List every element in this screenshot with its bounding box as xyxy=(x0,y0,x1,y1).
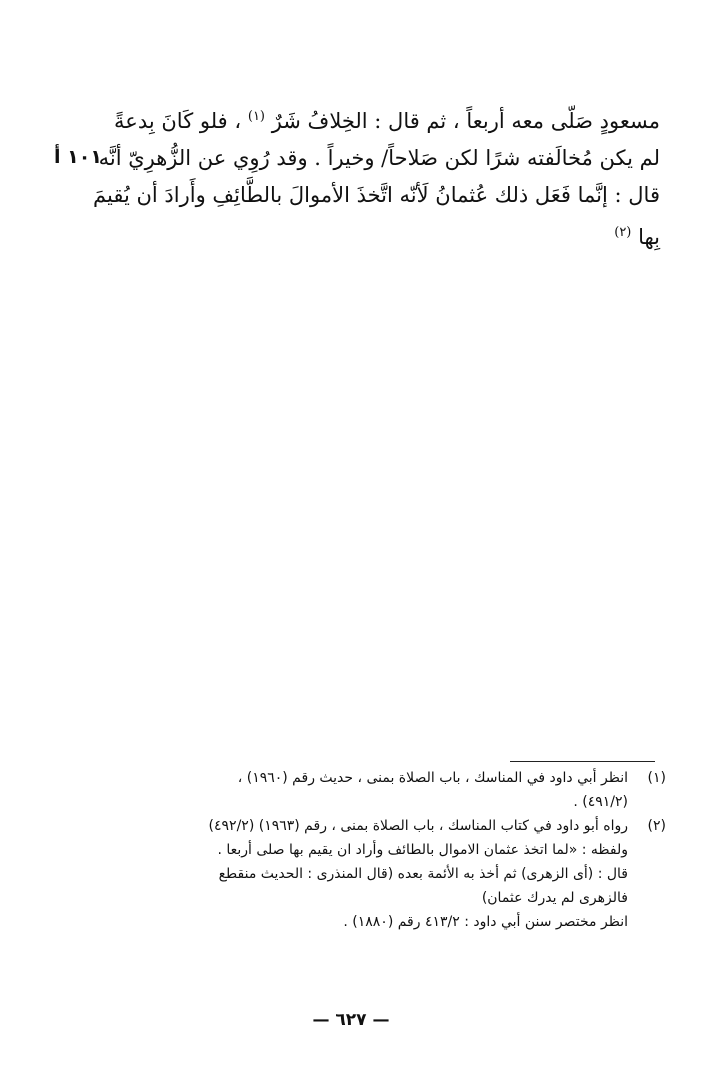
footnote-divider xyxy=(510,761,655,762)
footnote-number: (٢) xyxy=(647,818,666,834)
footnote-line: ولفظه : «لما اتخذ عثمان الاموال بالطائف وأراد ان يقيم بها صلى أربعا . xyxy=(217,842,628,858)
footnote-line: (٤٩١/٢) . xyxy=(573,794,628,810)
page-number: — ٦٢٧ — xyxy=(312,1010,390,1030)
footnote xyxy=(128,766,666,814)
main-text-segment: بِها xyxy=(638,225,660,249)
footnote-marker: (٢) xyxy=(614,225,632,240)
main-text-line: لم يكن مُخالَفته شرًا لكن صَلاحاً/ وخيراً . وقد رُوِي عن الزُّهرِيّ أنَّه xyxy=(98,146,660,170)
footnote-marker: (١) xyxy=(247,109,265,124)
main-text-segment: مسعودٍ صَلّى معه أربعاً ، ثم قال : الخِلافُ شَرٌ xyxy=(271,109,660,133)
footnote-number: (١) xyxy=(647,770,666,786)
main-text-line xyxy=(614,220,660,258)
main-text-segment: ، فلو كَانَ بِدعةً xyxy=(114,109,242,133)
main-text-line: قال : إنَّما فَعَل ذلك عُثمانُ لَأنّه اتَّخذَ الأموالَ بالطَّائِفِ وأَرادَ أن يُقيمَ xyxy=(93,183,660,207)
main-text-line xyxy=(114,104,660,142)
manuscript-folio-reference: ١٠١ أ xyxy=(54,146,102,168)
footnote-line: قال : (أى الزهرى) ثم أخذ به الأئمة بعده (قال المنذرى : الحديث منقطع xyxy=(218,866,628,882)
footnote-line: رواه أبو داود في كتاب المناسك ، باب الصلاة بمنى ، رقم (١٩٦٣) (٤٩٢/٢) xyxy=(208,818,628,834)
footnote xyxy=(128,814,666,934)
footnotes-section xyxy=(128,766,666,934)
footnote-line: انظر مختصر سنن أبي داود : ٤١٣/٢ رقم (١٨٨٠) . xyxy=(343,914,628,930)
footnote-line: انظر أبي داود في المناسك ، باب الصلاة بمنى ، حديث رقم (١٩٦٠) ، xyxy=(237,770,628,786)
footnote-line: فالزهرى لم يدرك عثمان) xyxy=(481,890,628,906)
